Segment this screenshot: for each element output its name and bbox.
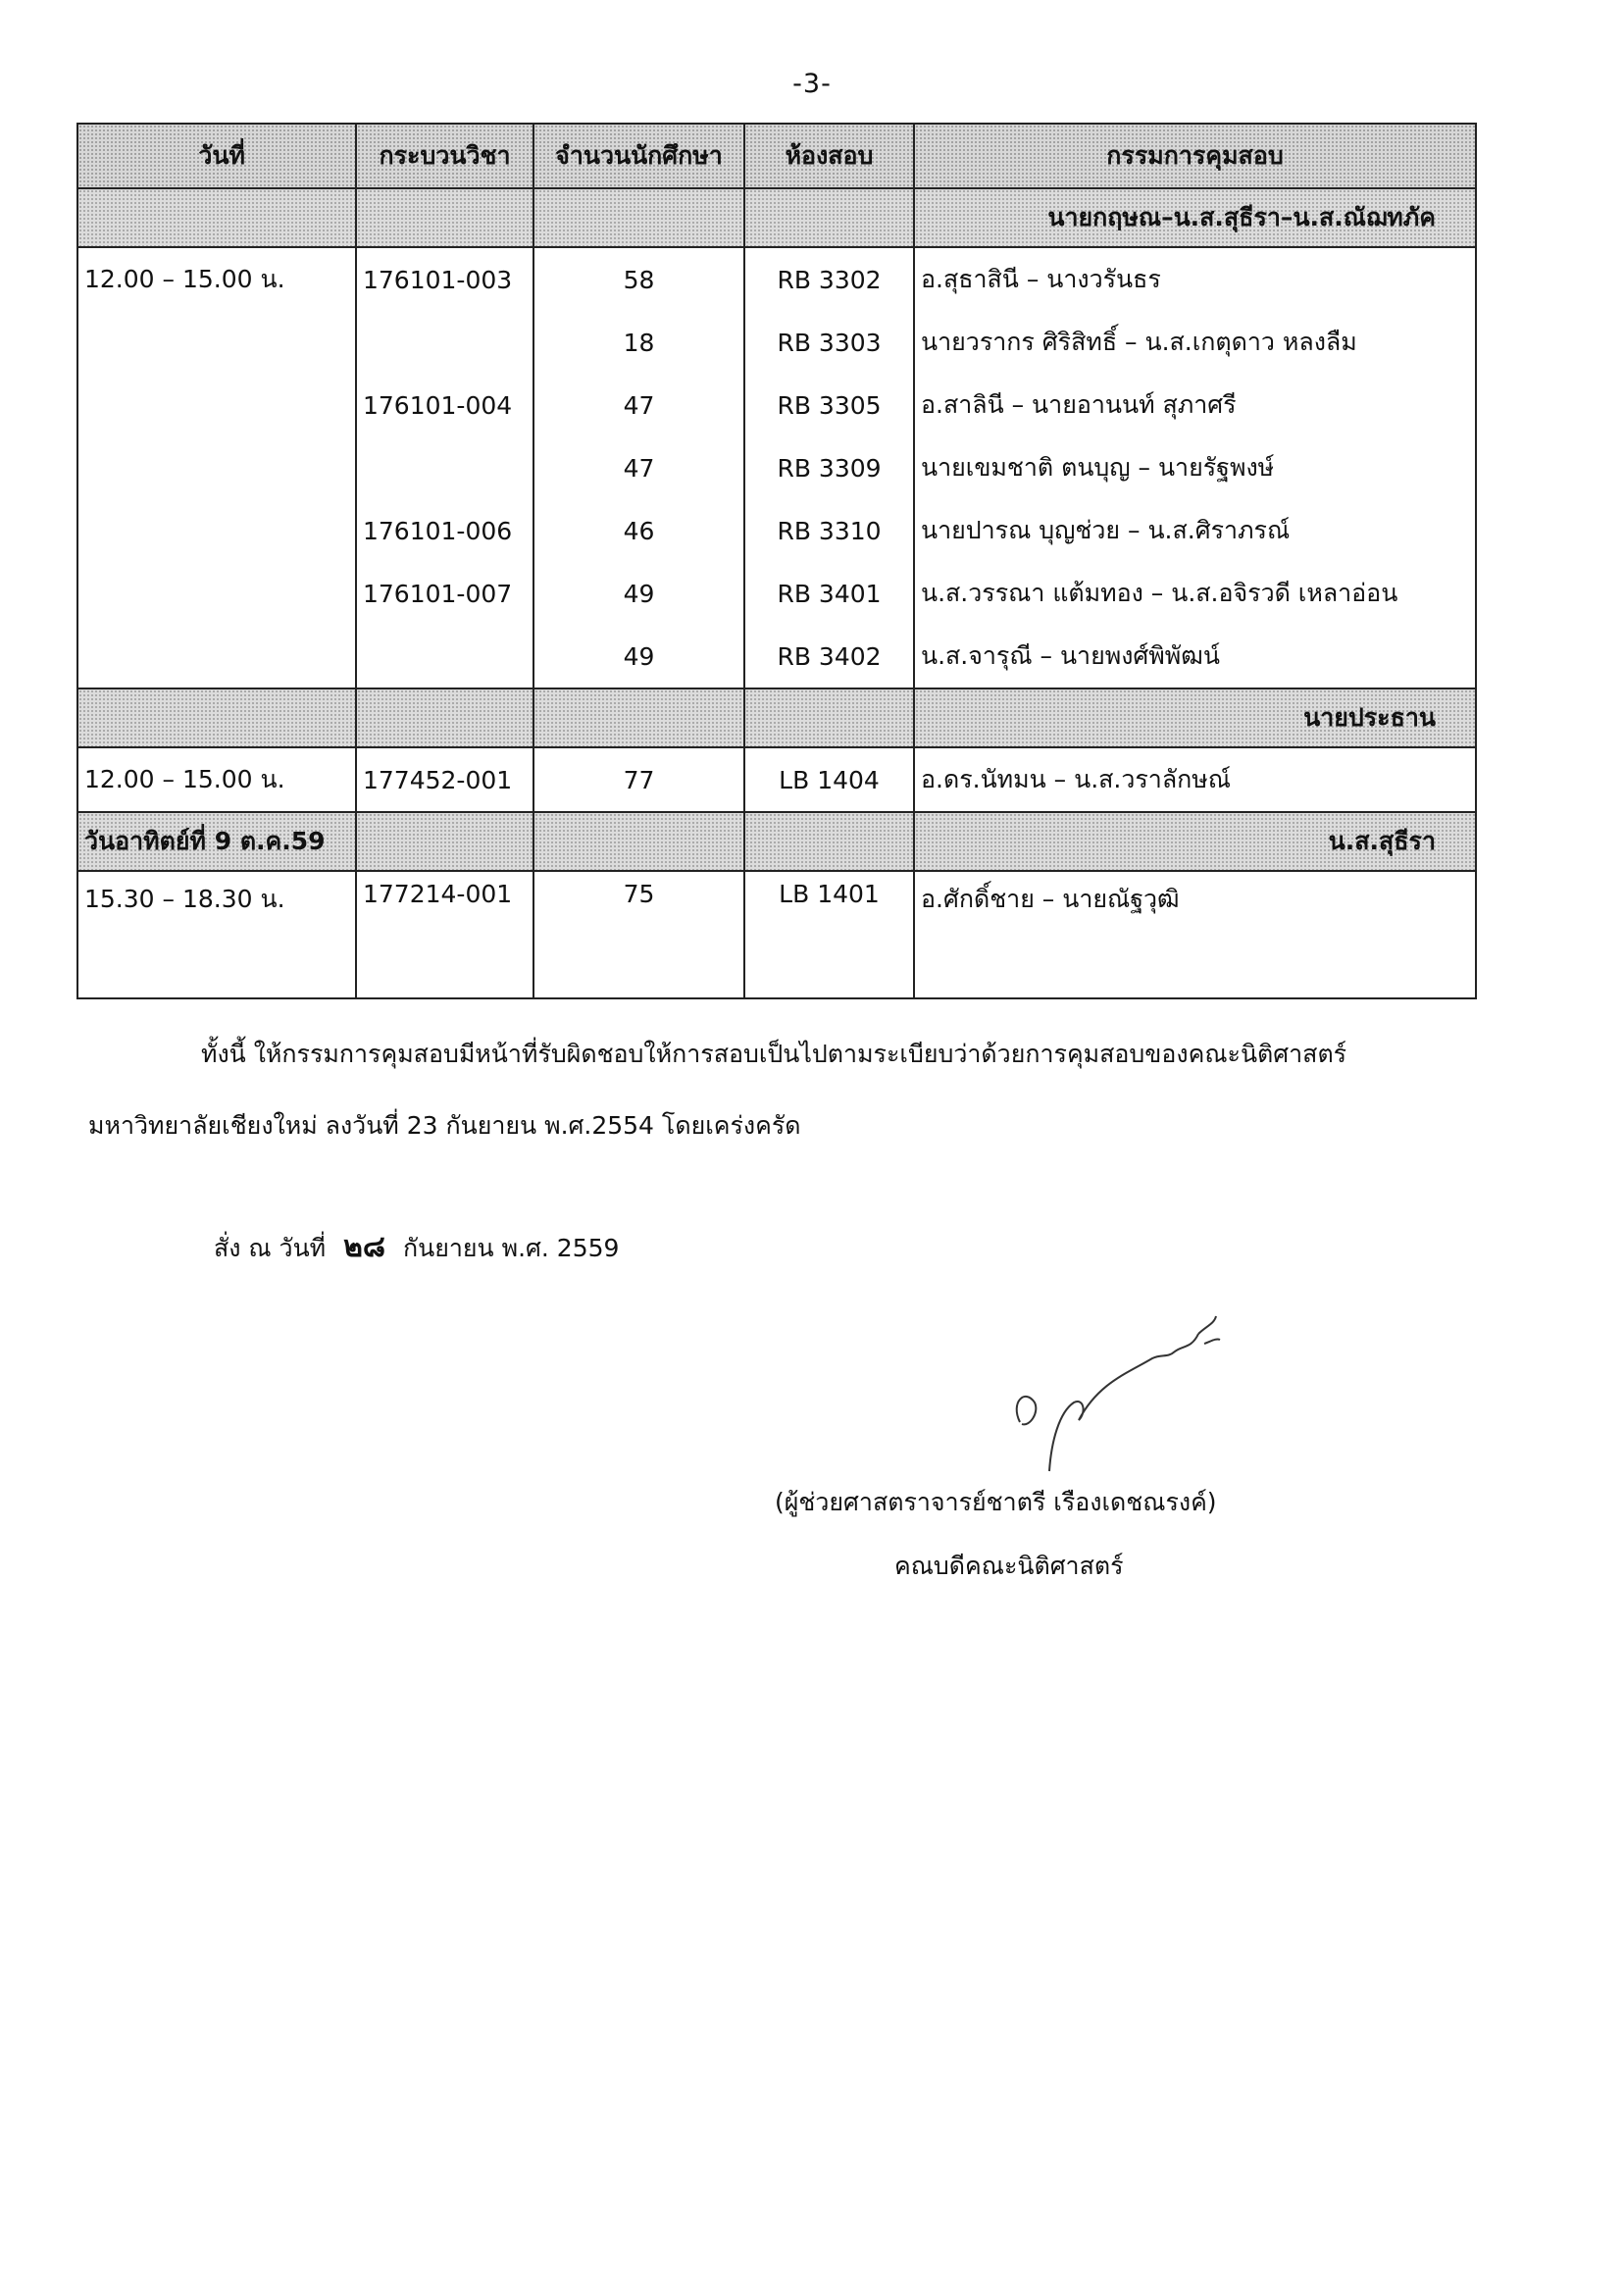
- order-date-day: ๒๘: [343, 1230, 386, 1264]
- course-cell: 176101-004: [356, 374, 533, 436]
- proctors-cell: น.ส.จารุณี – นายพงศ์พิพัฒน์: [914, 625, 1476, 688]
- regulation-paragraph-line2: มหาวิทยาลัยเชียงใหม่ ลงวันที่ 23 กันยายน พ.ศ.2554 โดยเคร่งครัด: [88, 1111, 801, 1140]
- order-date: [214, 1230, 620, 1264]
- date-band-row: [77, 812, 1476, 871]
- table-cell: [533, 688, 744, 747]
- proctors-cell: น.ส.วรรณา แต้มทอง – น.ส.อจิรวดี เหลาอ่อน: [914, 562, 1476, 625]
- course-cell: [356, 625, 533, 688]
- students-cell: 77: [533, 747, 744, 812]
- header-students: จำนวนนักศึกษา: [533, 124, 744, 188]
- students-cell: 47: [533, 436, 744, 499]
- course-cell: 177214-001: [356, 871, 533, 998]
- exam-schedule-table: [76, 123, 1477, 999]
- room-cell: RB 3402: [744, 625, 914, 688]
- order-date-prefix: สั่ง ณ วันที่: [214, 1234, 327, 1262]
- proctors-cell: อ.ศักดิ์ชาย – นายณัฐวุฒิ: [914, 871, 1476, 998]
- table-row: [77, 562, 1476, 625]
- supervisor-band-row: [77, 188, 1476, 247]
- date-cell: [77, 499, 356, 562]
- date-cell: [77, 625, 356, 688]
- proctors-cell: นายวรากร ศิริสิทธิ์ – น.ส.เกตุดาว หลงลืม: [914, 311, 1476, 374]
- table-row: [77, 436, 1476, 499]
- date-cell: 15.30 – 18.30 น.: [77, 871, 356, 998]
- course-cell: 177452-001: [356, 747, 533, 812]
- room-cell: RB 3401: [744, 562, 914, 625]
- students-cell: 47: [533, 374, 744, 436]
- course-cell: [356, 311, 533, 374]
- proctors-cell: อ.สุธาสินี – นางวรันธร: [914, 247, 1476, 311]
- room-cell: RB 3310: [744, 499, 914, 562]
- table-cell: [744, 188, 914, 247]
- room-cell: RB 3302: [744, 247, 914, 311]
- date-cell: [77, 374, 356, 436]
- table-row: [77, 871, 1476, 998]
- students-cell: 46: [533, 499, 744, 562]
- table-cell: [356, 188, 533, 247]
- header-date: วันที่: [77, 124, 356, 188]
- table-row: [77, 311, 1476, 374]
- page-number: -3-: [792, 69, 832, 99]
- room-cell: RB 3309: [744, 436, 914, 499]
- date-cell: 12.00 – 15.00 น.: [77, 747, 356, 812]
- table-cell: [744, 812, 914, 871]
- header-proctors: กรรมการคุมสอบ: [914, 124, 1476, 188]
- table-row: [77, 625, 1476, 688]
- table-cell: [77, 688, 356, 747]
- table-header-row: [77, 124, 1476, 188]
- signatory-name: (ผู้ช่วยศาสตราจารย์ชาตรี เรืองเดชณรงค์): [775, 1488, 1217, 1516]
- students-cell: 49: [533, 562, 744, 625]
- supervisor-band-row: [77, 688, 1476, 747]
- table-cell: [533, 188, 744, 247]
- course-cell: 176101-006: [356, 499, 533, 562]
- proctors-cell: นายปารณ บุญช่วย – น.ส.ศิราภรณ์: [914, 499, 1476, 562]
- supervisor-cell: น.ส.สุธีรา: [914, 812, 1476, 871]
- table-row: [77, 374, 1476, 436]
- supervisor-cell: นายกฤษณ–น.ส.สุธีรา–น.ส.ณัฌทภัค: [914, 188, 1476, 247]
- proctors-cell: นายเขมชาติ ตนบุญ – นายรัฐพงษ์: [914, 436, 1476, 499]
- supervisor-cell: นายประธาน: [914, 688, 1476, 747]
- date-band-cell: วันอาทิตย์ที่ 9 ต.ค.59: [77, 812, 356, 871]
- room-cell: RB 3305: [744, 374, 914, 436]
- date-cell: [77, 311, 356, 374]
- table-cell: [744, 688, 914, 747]
- date-cell: [77, 436, 356, 499]
- order-date-suffix: กันยายน พ.ศ. 2559: [403, 1234, 620, 1262]
- proctors-cell: อ.สาลินี – นายอานนท์ สุภาศรี: [914, 374, 1476, 436]
- students-cell: 18: [533, 311, 744, 374]
- table-row: [77, 247, 1476, 311]
- table-row: [77, 499, 1476, 562]
- students-cell: 49: [533, 625, 744, 688]
- course-cell: [356, 436, 533, 499]
- room-cell: LB 1401: [744, 871, 914, 998]
- proctors-cell: อ.ดร.นัทมน – น.ส.วราลักษณ์: [914, 747, 1476, 812]
- room-cell: LB 1404: [744, 747, 914, 812]
- course-cell: 176101-007: [356, 562, 533, 625]
- table-cell: [356, 812, 533, 871]
- table-cell: [77, 188, 356, 247]
- regulation-paragraph-line1: ทั้งนี้ ให้กรรมการคุมสอบมีหน้าที่รับผิดชอบให้การสอบเป็นไปตามระเบียบว่าด้วยการคุมสอบของคณะนิติศาสตร์: [201, 1040, 1347, 1068]
- students-cell: 58: [533, 247, 744, 311]
- date-cell: 12.00 – 15.00 น.: [77, 247, 356, 311]
- table-cell: [533, 812, 744, 871]
- header-room: ห้องสอบ: [744, 124, 914, 188]
- dean-signature: [981, 1304, 1265, 1501]
- students-cell: 75: [533, 871, 744, 998]
- table-cell: [356, 688, 533, 747]
- signatory-title: คณบดีคณะนิติศาสตร์: [894, 1552, 1124, 1580]
- header-course: กระบวนวิชา: [356, 124, 533, 188]
- room-cell: RB 3303: [744, 311, 914, 374]
- date-cell: [77, 562, 356, 625]
- course-cell: 176101-003: [356, 247, 533, 311]
- table-row: [77, 747, 1476, 812]
